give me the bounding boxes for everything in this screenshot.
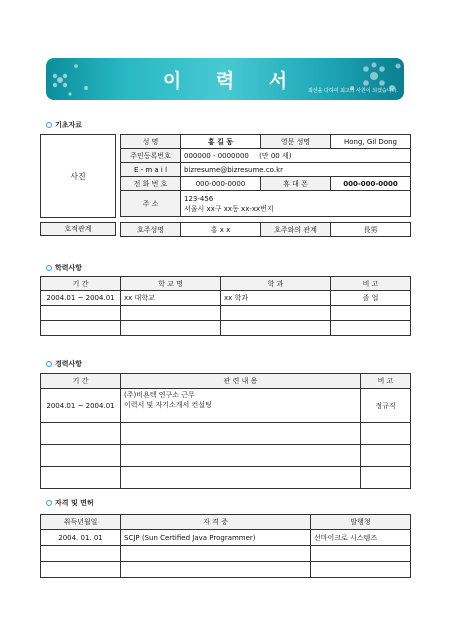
license-name	[121, 562, 311, 578]
edu-major: xx 학과	[221, 291, 331, 306]
career-header-note: 비 고	[361, 374, 411, 389]
career-period	[41, 423, 121, 445]
section-title-education	[46, 263, 82, 273]
rrn-cell	[181, 149, 411, 163]
photo-box	[40, 134, 116, 218]
section-label: 자격 및 면허	[55, 499, 94, 507]
basic-info-table	[120, 134, 411, 217]
edu-period: 2004.01 ~ 2004.01	[41, 291, 121, 306]
banner-slogan: 최선을 다하여 최고의 사원이 되겠습니다.	[307, 88, 398, 94]
license-issuer	[311, 546, 411, 562]
career-duty: 이력서 및 자기소개서 컨설팅	[124, 401, 212, 409]
career-note	[361, 423, 411, 445]
section-label: 경력사항	[55, 360, 83, 368]
bullet-icon	[46, 265, 52, 271]
license-date	[41, 546, 121, 562]
eng-name-value: Hong, Gil Dong	[331, 135, 411, 149]
section-title-basic	[46, 120, 82, 130]
table-row	[41, 546, 411, 562]
eng-name-label: 영문 성명	[261, 135, 331, 149]
career-company: (주)비욘텍 연구소 근무	[124, 391, 195, 399]
license-header-name: 자 격 증	[121, 515, 311, 530]
table-row	[41, 291, 411, 306]
education-table	[40, 276, 411, 336]
family-relation-label: 호적관계	[40, 222, 116, 236]
relation-label: 호주와의 관계	[261, 223, 331, 237]
head-name-label: 호주성명	[121, 223, 181, 237]
phone-value: 000-000-0000	[181, 177, 261, 191]
rrn-value: 000000 - 0000000	[184, 151, 249, 160]
document-title: 이 력 서	[162, 70, 302, 92]
license-date	[41, 562, 121, 578]
edu-school: xx 대학교	[121, 291, 221, 306]
edu-major	[221, 306, 331, 321]
career-content	[121, 423, 361, 445]
address-cell	[181, 191, 411, 217]
address-label: 주 소	[121, 191, 181, 217]
edu-note	[331, 306, 411, 321]
age-value: (만 00 세)	[259, 151, 292, 160]
career-note	[361, 467, 411, 489]
table-row	[41, 389, 411, 423]
relation-value: 長男	[331, 223, 411, 237]
career-note	[361, 445, 411, 467]
name-label: 성 명	[121, 135, 181, 149]
license-header-issuer: 발행청	[311, 515, 411, 530]
head-name-value: 홍 x x	[181, 223, 261, 237]
address-zip: 123-456	[184, 194, 214, 203]
edu-header-period: 기 간	[41, 277, 121, 291]
edu-period	[41, 306, 121, 321]
license-issuer: 선마이크로 시스템즈	[311, 530, 411, 546]
section-label: 기초자료	[55, 121, 83, 129]
family-table	[120, 222, 411, 237]
license-table	[40, 514, 411, 578]
table-row	[41, 530, 411, 546]
edu-header-school: 학 교 명	[121, 277, 221, 291]
address-street: 서울시 xx구 xx동 xx-xx번지	[184, 204, 274, 213]
edu-note	[331, 321, 411, 336]
phone-label: 전 화 번 호	[121, 177, 181, 191]
email-label: E - m a i l	[121, 163, 181, 177]
career-table	[40, 373, 411, 489]
mobile-label: 휴 대 폰	[261, 177, 331, 191]
edu-header-note: 비 고	[331, 277, 411, 291]
table-row	[41, 423, 411, 445]
career-period: 2004.01 ~ 2004.01	[41, 389, 121, 423]
table-row	[41, 445, 411, 467]
table-row	[41, 306, 411, 321]
table-row	[41, 562, 411, 578]
rrn-label: 주민등록번호	[121, 149, 181, 163]
table-row	[41, 321, 411, 336]
bullet-icon	[46, 361, 52, 367]
bullet-icon	[46, 500, 52, 506]
section-title-license	[46, 498, 94, 508]
license-name: SCJP (Sun Certified Java Programmer)	[121, 530, 311, 546]
career-header-period: 기 간	[41, 374, 121, 389]
license-header-date: 취득년월일	[41, 515, 121, 530]
email-value: bizresume@bizresume.co.kr	[181, 163, 411, 177]
edu-period	[41, 321, 121, 336]
career-note: 정규직	[361, 389, 411, 423]
bullet-icon	[46, 122, 52, 128]
edu-school	[121, 306, 221, 321]
career-period	[41, 445, 121, 467]
edu-note: 졸 업	[331, 291, 411, 306]
mobile-value: 000-000-0000	[331, 177, 411, 191]
career-period	[41, 467, 121, 489]
photo-label: 사진	[70, 171, 86, 181]
name-value: 홍 길 동	[181, 135, 261, 149]
license-date: 2004. 01. 01	[41, 530, 121, 546]
license-issuer	[311, 562, 411, 578]
career-content	[121, 389, 361, 423]
career-header-content: 관 련 내 용	[121, 374, 361, 389]
edu-major	[221, 321, 331, 336]
edu-school	[121, 321, 221, 336]
table-row	[41, 467, 411, 489]
career-content	[121, 467, 361, 489]
edu-header-major: 학 과	[221, 277, 331, 291]
section-label: 학력사항	[55, 264, 83, 272]
career-content	[121, 445, 361, 467]
license-name	[121, 546, 311, 562]
section-title-career	[46, 359, 82, 369]
title-banner	[46, 58, 404, 100]
